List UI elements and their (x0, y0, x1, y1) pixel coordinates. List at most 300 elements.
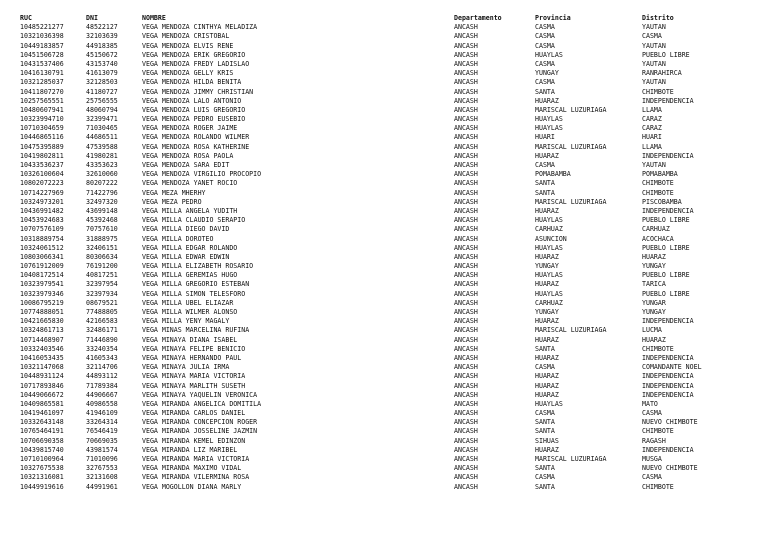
cell-departamento: ANCASH (454, 216, 478, 225)
cell-provincia: CASMA (535, 41, 555, 50)
cell-departamento: ANCASH (454, 179, 478, 188)
cell-dni: 71446890 (86, 335, 118, 344)
cell-dni: 76546419 (86, 427, 118, 436)
cell-departamento: ANCASH (454, 464, 478, 473)
cell-nombre: VEGA MENDOZA YANET ROCIO (142, 179, 238, 188)
cell-provincia: SANTA (535, 344, 555, 353)
cell-dni: 32103639 (86, 32, 118, 41)
cell-dni: 41613079 (86, 69, 118, 78)
cell-nombre: VEGA MILLA SIMON TELESFORO (142, 289, 246, 298)
header-ruc: RUC (20, 14, 32, 22)
cell-departamento: ANCASH (454, 161, 478, 169)
cell-departamento: ANCASH (454, 115, 478, 124)
table-row (0, 317, 768, 326)
cell-dni: 45392468 (86, 216, 118, 225)
cell-departamento: ANCASH (454, 124, 478, 133)
cell-distrito: NUEVO CHIMBOTE (642, 464, 698, 473)
cell-distrito: POMABAMBA (642, 170, 678, 179)
header-provincia: Provincia (535, 14, 571, 22)
table-row (0, 124, 768, 133)
cell-ruc: 10485221277 (20, 23, 64, 32)
table-row (0, 60, 768, 69)
cell-ruc: 10332643148 (20, 418, 64, 427)
table-row (0, 299, 768, 308)
cell-provincia: CASMA (535, 363, 555, 372)
cell-nombre: VEGA MENDOZA ROLANDO WILMER (142, 133, 250, 142)
cell-ruc: 10717893846 (20, 381, 64, 390)
cell-dni: 41180727 (86, 87, 118, 96)
cell-ruc: 10446865116 (20, 133, 64, 142)
cell-nombre: VEGA MIRANDA CONCEPCION ROGER (142, 418, 258, 427)
cell-distrito: NUEVO CHIMBOTE (642, 418, 698, 427)
cell-ruc: 10326100604 (20, 170, 64, 179)
cell-nombre: VEGA MEZA PEDRO (142, 197, 202, 206)
cell-nombre: VEGA MENDOZA ROSA PAOLA (142, 151, 234, 160)
cell-ruc: 10086795219 (20, 298, 64, 307)
cell-ruc: 10416130791 (20, 69, 64, 78)
cell-departamento: ANCASH (454, 133, 478, 142)
table-row (0, 400, 768, 409)
table-row (0, 106, 768, 115)
table-row (0, 143, 768, 152)
cell-departamento: ANCASH (454, 317, 478, 326)
cell-ruc: 10436991482 (20, 206, 64, 215)
cell-provincia: YUNGAY (535, 308, 559, 316)
cell-distrito: INDEPENDENCIA (642, 96, 694, 105)
cell-provincia: HUARAZ (535, 96, 559, 105)
cell-departamento: ANCASH (454, 390, 478, 399)
cell-distrito: CHIMBOTE (642, 344, 674, 353)
cell-distrito: PISCOBAMBA (642, 197, 682, 206)
table-row (0, 280, 768, 289)
cell-provincia: HUARAZ (535, 151, 559, 160)
cell-distrito: CHIMBOTE (642, 427, 674, 436)
cell-distrito: YUNGAR (642, 298, 666, 307)
cell-provincia: CASMA (535, 473, 555, 482)
cell-provincia: SANTA (535, 482, 555, 491)
table-row (0, 271, 768, 280)
cell-ruc: 10324973201 (20, 197, 64, 206)
cell-provincia: YUNGAY (535, 262, 559, 271)
cell-distrito: CHIMBOTE (642, 87, 674, 96)
table-row (0, 235, 768, 244)
cell-provincia: HUAYLAS (535, 216, 563, 225)
cell-provincia: SANTA (535, 87, 555, 96)
cell-distrito: MATO (642, 399, 658, 408)
record-table (0, 14, 768, 492)
cell-ruc: 10480607941 (20, 105, 64, 114)
cell-distrito: PUEBLO LIBRE (642, 243, 690, 252)
cell-distrito: HUARI (642, 133, 662, 142)
cell-nombre: VEGA MOGOLLON DIANA MARLY (142, 482, 242, 491)
cell-distrito: CASMA (642, 409, 662, 418)
table-row (0, 455, 768, 464)
cell-distrito: YAUTAN (642, 41, 666, 50)
cell-provincia: CASMA (535, 32, 555, 41)
cell-provincia: HUARI (535, 133, 555, 142)
cell-dni: 80207222 (86, 179, 118, 188)
cell-ruc: 10419461097 (20, 409, 64, 418)
cell-dni: 80306634 (86, 252, 118, 261)
cell-provincia: HUAYLAS (535, 243, 563, 252)
cell-distrito: HUARAZ (642, 252, 666, 261)
cell-ruc: 10409865581 (20, 399, 64, 408)
cell-nombre: VEGA MENDOZA LUIS GREGORIO (142, 105, 246, 114)
cell-dni: 32397954 (86, 280, 118, 289)
cell-nombre: VEGA MINAYA JULIA IRMA (142, 363, 230, 372)
cell-departamento: ANCASH (454, 234, 478, 243)
cell-distrito: CARAZ (642, 124, 662, 133)
cell-departamento: ANCASH (454, 473, 478, 482)
cell-dni: 43699148 (86, 206, 118, 215)
cell-departamento: ANCASH (454, 436, 478, 445)
cell-ruc: 10327675538 (20, 464, 64, 473)
cell-nombre: VEGA MILLA DIEGO DAVID (142, 225, 230, 234)
cell-nombre: VEGA MIRANDA KEMEL EDINZON (142, 436, 246, 445)
cell-dni: 32399471 (86, 115, 118, 124)
cell-ruc: 10475395889 (20, 142, 64, 151)
table-row (0, 336, 768, 345)
cell-nombre: VEGA MIRANDA MARIA VICTORIA (142, 455, 250, 463)
cell-provincia: HUARAZ (535, 353, 559, 362)
table-row (0, 152, 768, 161)
cell-dni: 71030465 (86, 124, 118, 133)
cell-departamento: ANCASH (454, 298, 478, 307)
cell-dni: 33264314 (86, 418, 118, 427)
cell-distrito: YUNGAY (642, 308, 666, 316)
cell-distrito: INDEPENDENCIA (642, 390, 694, 399)
cell-distrito: YUNGAY (642, 262, 666, 271)
cell-distrito: YAUTAN (642, 23, 666, 32)
cell-dni: 32767553 (86, 464, 118, 473)
cell-departamento: ANCASH (454, 372, 478, 381)
cell-provincia: YUNGAY (535, 69, 559, 78)
cell-dni: 33240354 (86, 344, 118, 353)
cell-departamento: ANCASH (454, 262, 478, 271)
cell-dni: 32610060 (86, 170, 118, 179)
cell-provincia: HUARAZ (535, 206, 559, 215)
cell-dni: 41946109 (86, 409, 118, 418)
cell-distrito: LLAMA (642, 142, 662, 151)
cell-departamento: ANCASH (454, 445, 478, 454)
cell-ruc: 10451506728 (20, 50, 64, 59)
cell-dni: 25756555 (86, 96, 118, 105)
table-body (0, 23, 768, 492)
cell-nombre: VEGA MEZA MHERHY (142, 188, 206, 197)
cell-departamento: ANCASH (454, 105, 478, 114)
cell-nombre: VEGA MILLA YENY MAGALY (142, 317, 230, 326)
cell-provincia: MARISCAL LUZURIAGA (535, 197, 607, 206)
cell-nombre: VEGA MIRANDA LIZ MARIBEL (142, 445, 238, 454)
cell-distrito: CASMA (642, 473, 662, 482)
cell-provincia: CASMA (535, 161, 555, 169)
cell-nombre: VEGA MENDOZA CRISTOBAL (142, 32, 230, 41)
table-row (0, 382, 768, 391)
header-nombre: NOMBRE (142, 14, 166, 22)
cell-ruc: 10332403546 (20, 344, 64, 353)
cell-nombre: VEGA MENDOZA PEDRO EUSEBIO (142, 115, 246, 124)
cell-distrito: PUEBLO LIBRE (642, 289, 690, 298)
cell-nombre: VEGA MINAYA MARIA VICTORIA (142, 372, 246, 381)
cell-dni: 48060794 (86, 105, 118, 114)
cell-nombre: VEGA MINAYA HERNANDO PAUL (142, 353, 242, 362)
cell-departamento: ANCASH (454, 252, 478, 261)
cell-distrito: CHIMBOTE (642, 179, 674, 188)
cell-ruc: 10802072223 (20, 179, 64, 188)
cell-nombre: VEGA MENDOZA VIRGILIO PROCOPIO (142, 170, 262, 179)
cell-distrito: LLAMA (642, 105, 662, 114)
cell-ruc: 10321147068 (20, 363, 64, 372)
table-row (0, 78, 768, 87)
cell-provincia: HUAYLAS (535, 271, 563, 280)
cell-ruc: 10324861713 (20, 326, 64, 335)
cell-departamento: ANCASH (454, 197, 478, 206)
cell-dni: 76191200 (86, 262, 118, 271)
cell-distrito: TARICA (642, 280, 666, 289)
cell-distrito: ACOCHACA (642, 234, 674, 243)
cell-provincia: HUAYLAS (535, 50, 563, 59)
cell-departamento: ANCASH (454, 363, 478, 372)
cell-ruc: 10323994710 (20, 115, 64, 124)
table-row (0, 133, 768, 142)
table-row (0, 446, 768, 455)
cell-departamento: ANCASH (454, 353, 478, 362)
cell-provincia: SANTA (535, 427, 555, 436)
cell-distrito: CHIMBOTE (642, 188, 674, 197)
cell-distrito: LUCMA (642, 326, 662, 335)
cell-nombre: VEGA MIRANDA CARLOS DANIEL (142, 409, 246, 418)
cell-provincia: HUARAZ (535, 280, 559, 289)
cell-departamento: ANCASH (454, 243, 478, 252)
cell-departamento: ANCASH (454, 41, 478, 50)
cell-ruc: 10419802811 (20, 151, 64, 160)
cell-provincia: MARISCAL LUZURIAGA (535, 455, 607, 463)
cell-distrito: CASMA (642, 32, 662, 41)
cell-dni: 32114706 (86, 363, 118, 372)
cell-dni: 40986558 (86, 399, 118, 408)
cell-ruc: 10421665830 (20, 317, 64, 326)
table-row (0, 97, 768, 106)
table-row (0, 354, 768, 363)
cell-dni: 44918385 (86, 41, 118, 50)
table-row (0, 326, 768, 335)
cell-provincia: CARHUAZ (535, 225, 563, 234)
table-row (0, 290, 768, 299)
cell-departamento: ANCASH (454, 427, 478, 436)
cell-nombre: VEGA MENDOZA ELVIS RENE (142, 41, 234, 50)
cell-ruc: 10323979541 (20, 280, 64, 289)
cell-dni: 42166583 (86, 317, 118, 326)
cell-nombre: VEGA MILLA CLAUDIO SERAPIO (142, 216, 246, 225)
cell-dni: 44686511 (86, 133, 118, 142)
cell-departamento: ANCASH (454, 69, 478, 78)
cell-dni: 48522127 (86, 23, 118, 32)
cell-provincia: POMABAMBA (535, 170, 571, 179)
table-row (0, 372, 768, 381)
cell-nombre: VEGA MILLA ELIZABETH ROSARIO (142, 262, 254, 271)
table-row (0, 464, 768, 473)
cell-ruc: 10321036398 (20, 32, 64, 41)
cell-ruc: 10321316081 (20, 473, 64, 482)
cell-provincia: MARISCAL LUZURIAGA (535, 326, 607, 335)
cell-provincia: HUAYLAS (535, 115, 563, 124)
cell-departamento: ANCASH (454, 455, 478, 463)
cell-dni: 43353623 (86, 161, 118, 169)
table-row (0, 51, 768, 60)
cell-departamento: ANCASH (454, 78, 478, 87)
cell-provincia: HUARAZ (535, 317, 559, 326)
cell-provincia: CASMA (535, 409, 555, 418)
cell-distrito: INDEPENDENCIA (642, 381, 694, 390)
cell-distrito: INDEPENDENCIA (642, 445, 694, 454)
table-row (0, 427, 768, 436)
cell-dni: 47539588 (86, 142, 118, 151)
cell-ruc: 10707576109 (20, 225, 64, 234)
cell-provincia: HUARAZ (535, 381, 559, 390)
header-distrito: Distrito (642, 14, 674, 22)
cell-nombre: VEGA MINAS MARCELINA RUFINA (142, 326, 250, 335)
cell-nombre: VEGA MINAYA DIANA ISABEL (142, 335, 238, 344)
cell-ruc: 10710304659 (20, 124, 64, 133)
header-dni: DNI (86, 14, 98, 22)
cell-provincia: CASMA (535, 23, 555, 32)
cell-distrito: INDEPENDENCIA (642, 317, 694, 326)
table-row (0, 88, 768, 97)
cell-distrito: MUSGA (642, 455, 662, 463)
cell-dni: 41980281 (86, 151, 118, 160)
table-row (0, 69, 768, 78)
cell-nombre: VEGA MINAYA FELIPE BENICIO (142, 344, 246, 353)
cell-departamento: ANCASH (454, 271, 478, 280)
table-row (0, 262, 768, 271)
cell-departamento: ANCASH (454, 59, 478, 68)
cell-nombre: VEGA MIRANDA ANGELICA DOMITILA (142, 399, 262, 408)
table-row (0, 216, 768, 225)
table-row (0, 161, 768, 170)
cell-nombre: VEGA MILLA DOROTEO (142, 234, 214, 243)
cell-dni: 43153740 (86, 59, 118, 68)
cell-ruc: 10323979346 (20, 289, 64, 298)
cell-nombre: VEGA MENDOZA HILDA BENITA (142, 78, 242, 87)
table-row (0, 308, 768, 317)
cell-nombre: VEGA MINAYA YAQUELIN VERONICA (142, 390, 258, 399)
cell-provincia: CARHUAZ (535, 298, 563, 307)
cell-departamento: ANCASH (454, 409, 478, 418)
cell-departamento: ANCASH (454, 344, 478, 353)
cell-ruc: 10433536237 (20, 161, 64, 169)
cell-dni: 31888975 (86, 234, 118, 243)
table-row (0, 198, 768, 207)
cell-provincia: CASMA (535, 59, 555, 68)
cell-provincia: SANTA (535, 464, 555, 473)
cell-departamento: ANCASH (454, 225, 478, 234)
cell-provincia: HUAYLAS (535, 124, 563, 133)
cell-dni: 45150672 (86, 50, 118, 59)
cell-provincia: SIHUAS (535, 436, 559, 445)
cell-dni: 71789384 (86, 381, 118, 390)
table-row (0, 418, 768, 427)
cell-nombre: VEGA MILLA GREGORIO ESTEBAN (142, 280, 250, 289)
cell-dni: 32406151 (86, 243, 118, 252)
cell-distrito: YAUTAN (642, 161, 666, 169)
table-row (0, 115, 768, 124)
cell-departamento: ANCASH (454, 381, 478, 390)
table-row (0, 363, 768, 372)
cell-ruc: 10449066672 (20, 390, 64, 399)
cell-departamento: ANCASH (454, 206, 478, 215)
cell-nombre: VEGA MENDOZA ROSA KATHERINE (142, 142, 250, 151)
cell-ruc: 10257565551 (20, 96, 64, 105)
cell-nombre: VEGA MILLA UBEL ELIAZAR (142, 298, 234, 307)
cell-ruc: 10710100964 (20, 455, 64, 463)
table-row (0, 437, 768, 446)
table-row (0, 473, 768, 482)
cell-nombre: VEGA MENDOZA SARA EDIT (142, 161, 230, 169)
cell-distrito: CARAZ (642, 115, 662, 124)
cell-nombre: VEGA MIRANDA JOSSELINE JAZMIN (142, 427, 258, 436)
cell-nombre: VEGA MILLA GEREMIAS HUGO (142, 271, 238, 280)
cell-nombre: VEGA MENDOZA JIMMY CHRISTIAN (142, 87, 254, 96)
cell-ruc: 10431537406 (20, 59, 64, 68)
cell-ruc: 10714468907 (20, 335, 64, 344)
table-row (0, 409, 768, 418)
cell-provincia: HUARAZ (535, 252, 559, 261)
cell-departamento: ANCASH (454, 418, 478, 427)
cell-departamento: ANCASH (454, 87, 478, 96)
cell-ruc: 10439815740 (20, 445, 64, 454)
cell-nombre: VEGA MILLA EDGAR ROLANDO (142, 243, 238, 252)
cell-nombre: VEGA MIRANDA VILERMINA ROSA (142, 473, 250, 482)
cell-provincia: CASMA (535, 78, 555, 87)
cell-distrito: INDEPENDENCIA (642, 206, 694, 215)
table-row (0, 170, 768, 179)
cell-dni: 44991961 (86, 482, 118, 491)
table-row (0, 23, 768, 32)
cell-dni: 43981574 (86, 445, 118, 454)
cell-ruc: 10408172514 (20, 271, 64, 280)
table-row (0, 179, 768, 188)
cell-ruc: 10706690358 (20, 436, 64, 445)
cell-dni: 70669035 (86, 436, 118, 445)
cell-dni: 32486171 (86, 326, 118, 335)
cell-nombre: VEGA MIRANDA MAXIMO VIDAL (142, 464, 242, 473)
cell-departamento: ANCASH (454, 188, 478, 197)
cell-nombre: VEGA MINAYA MARLITH SUSETH (142, 381, 246, 390)
cell-nombre: VEGA MENDOZA ERIK GREGORIO (142, 50, 246, 59)
table-row (0, 225, 768, 234)
cell-departamento: ANCASH (454, 142, 478, 151)
header-departamento: Departamento (454, 14, 502, 22)
cell-dni: 70757610 (86, 225, 118, 234)
cell-departamento: ANCASH (454, 170, 478, 179)
cell-departamento: ANCASH (454, 482, 478, 491)
cell-departamento: ANCASH (454, 308, 478, 316)
cell-departamento: ANCASH (454, 151, 478, 160)
table-row (0, 207, 768, 216)
cell-dni: 32397934 (86, 289, 118, 298)
table-row (0, 189, 768, 198)
cell-distrito: PUEBLO LIBRE (642, 50, 690, 59)
cell-provincia: SANTA (535, 179, 555, 188)
cell-ruc: 10774888051 (20, 308, 64, 316)
cell-ruc: 10453924683 (20, 216, 64, 225)
cell-ruc: 10714227969 (20, 188, 64, 197)
cell-departamento: ANCASH (454, 23, 478, 32)
cell-dni: 08679521 (86, 298, 118, 307)
cell-nombre: VEGA MILLA ANGELA YUDITH (142, 206, 238, 215)
cell-nombre: VEGA MENDOZA CINTHYA MELADIZA (142, 23, 258, 32)
cell-provincia: HUARAZ (535, 390, 559, 399)
